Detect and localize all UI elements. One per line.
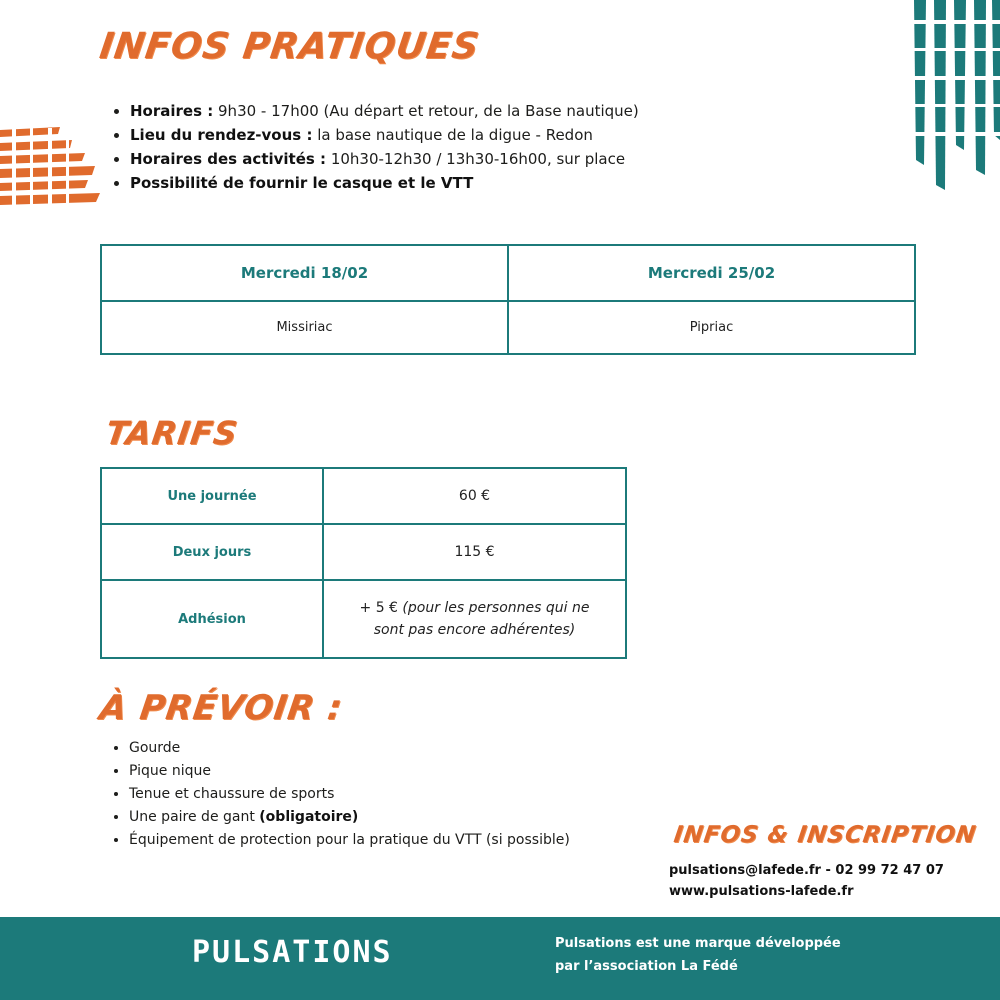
list-item <box>129 829 649 852</box>
orange-brush-decoration <box>0 125 105 210</box>
prevoir-title: À PRÉVOIR : <box>97 688 346 728</box>
list-item <box>129 806 649 829</box>
item-text: Gourde <box>129 740 181 756</box>
tarif-value <box>323 468 626 524</box>
tarif-value <box>323 524 626 580</box>
list-item <box>129 737 649 760</box>
tarif-value <box>323 580 626 658</box>
item-text: Pique nique <box>129 763 211 779</box>
contact-block <box>669 860 944 902</box>
prevoir-list <box>107 737 649 852</box>
item-text: Équipement de protection pour la pratique du VTT (si possible) <box>129 832 570 848</box>
item-text: Tenue et chaussure de sports <box>129 786 335 802</box>
tarifs-title: TARIFS <box>103 414 241 452</box>
dates-table <box>100 244 916 355</box>
footer-line-1: Pulsations est une marque développée <box>555 936 841 951</box>
footer-bar <box>0 917 1000 1000</box>
infos-pratiques-title: INFOS PRATIQUES <box>97 26 482 67</box>
date-header-2: Mercredi 25/02 <box>508 245 915 301</box>
item-text: Une paire de gant <box>129 809 260 825</box>
tarif-label: Adhésion <box>101 580 323 658</box>
date-header-1: Mercredi 18/02 <box>101 245 508 301</box>
footer-line-2: par l’association La Fédé <box>555 959 738 974</box>
info-label: Lieu du rendez-vous : <box>130 126 313 144</box>
contact-website[interactable]: www.pulsations-lafede.fr <box>669 884 854 899</box>
list-item <box>130 99 730 123</box>
pulsations-logo: PULSATIONS <box>192 935 393 970</box>
info-label: Horaires des activités : <box>130 150 327 168</box>
info-text: 9h30 - 17h00 (Au départ et retour, de la Base nautique) <box>213 102 639 120</box>
tarif-amount: 115 € <box>454 544 495 560</box>
info-label: Horaires : <box>130 102 214 120</box>
list-item <box>130 123 730 147</box>
date-location-1: Missiriac <box>101 301 508 354</box>
info-text: 10h30-12h30 / 13h30-16h00, sur place <box>326 150 626 168</box>
info-label: Possibilité de fournir le casque et le VTT <box>130 174 474 192</box>
footer-text <box>555 932 885 978</box>
tarif-label: Une journée <box>101 468 323 524</box>
infos-list <box>108 99 730 195</box>
tarifs-table <box>100 467 627 659</box>
inscription-title: INFOS & INSCRIPTION <box>672 822 978 848</box>
info-text: la base nautique de la digue - Redon <box>312 126 593 144</box>
list-item <box>129 760 649 783</box>
tarif-label: Deux jours <box>101 524 323 580</box>
list-item <box>130 171 730 195</box>
list-item <box>129 783 649 806</box>
teal-brush-decoration <box>908 0 1000 210</box>
date-location-2: Pipriac <box>508 301 915 354</box>
tarif-amount: 60 € <box>458 488 491 504</box>
contact-email-phone[interactable]: pulsations@lafede.fr - 02 99 72 47 07 <box>669 863 944 878</box>
tarif-note: (pour les personnes qui ne sont pas encore adhérentes) <box>373 600 590 638</box>
tarif-amount: + 5 € <box>359 600 403 616</box>
list-item <box>130 147 730 171</box>
item-bold-text: (obligatoire) <box>259 809 359 825</box>
